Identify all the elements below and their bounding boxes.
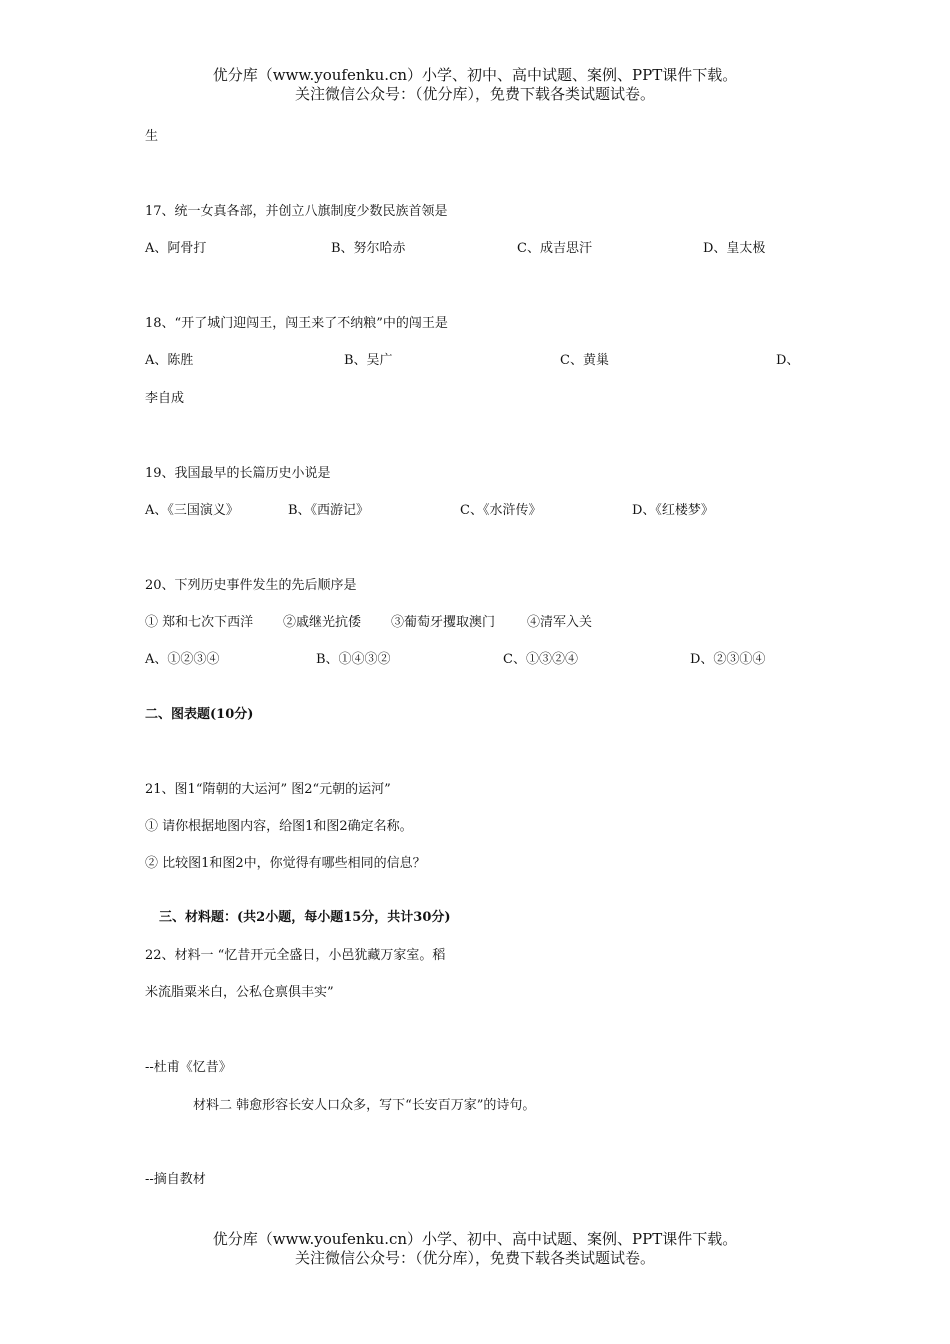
q20-event-1: ① 郑和七次下西洋 — [145, 615, 254, 630]
footer-line-1: 优分库（www.youfenku.cn）小学、初中、高中试题、案例、PPT课件下载。 — [212, 1230, 738, 1248]
q21-sub-2: ② 比较图1和图2中，你觉得有哪些相同的信息？ — [145, 856, 426, 871]
q20-event-2: ②戚继光抗倭 — [283, 615, 362, 630]
q18-option-a: A、陈胜 — [145, 353, 194, 368]
carryover-text: 生 — [145, 129, 159, 144]
q18-option-b: B、吴广 — [344, 353, 393, 368]
header-line-2: 关注微信公众号：（优分库），免费下载各类试题试卷。 — [294, 85, 655, 103]
section-3-title: 三、材料题：(共2小题，每小题15分，共计30分) — [159, 910, 451, 925]
q18-option-d-wrap: 李自成 — [145, 391, 185, 406]
q22-material-2: 材料二 韩愈形容长安人口众多，写下“长安百万家”的诗句。 — [193, 1098, 536, 1113]
q19-option-c: C、《水浒传》 — [460, 503, 542, 518]
q19-option-a: A、《三国演义》 — [145, 503, 239, 518]
header-line-1: 优分库（www.youfenku.cn）小学、初中、高中试题、案例、PPT课件下载。 — [212, 66, 738, 84]
q20-option-a: A、①②③④ — [145, 652, 220, 667]
q19-option-d: D、《红楼梦》 — [632, 503, 714, 518]
q22-line-2: 米流脂粟米白，公私仓禀俱丰实” — [145, 985, 334, 1000]
q22-line-1: 22、材料一 “忆昔开元全盛日，小邑犹藏万家室。稻 — [145, 948, 446, 963]
q22-source-2: --摘自教材 — [145, 1172, 206, 1187]
q20-stem: 20、下列历史事件发生的先后顺序是 — [145, 578, 357, 593]
q20-option-d: D、②③①④ — [690, 652, 766, 667]
q22-source-1: --杜甫《忆昔》 — [145, 1060, 232, 1075]
q17-option-c: C、成吉思汗 — [517, 241, 592, 256]
q20-event-4: ④清军入关 — [527, 615, 593, 630]
q20-event-3: ③葡萄牙攫取澳门 — [391, 615, 496, 630]
q17-option-b: B、努尔哈赤 — [331, 241, 406, 256]
section-2-title: 二、图表题(10分) — [145, 707, 254, 722]
q21-stem: 21、图1“隋朝的大运河” 图2“元朝的运河” — [145, 782, 391, 797]
q17-stem: 17、统一女真各部，并创立八旗制度少数民族首领是 — [145, 204, 448, 219]
q17-option-a: A、阿骨打 — [145, 241, 207, 256]
q20-option-b: B、①④③② — [316, 652, 391, 667]
q21-sub-1: ① 请你根据地图内容，给图1和图2确定名称。 — [145, 819, 413, 834]
q18-option-c: C、黄巢 — [560, 353, 609, 368]
q17-option-d: D、皇太极 — [703, 241, 766, 256]
q19-option-b: B、《西游记》 — [288, 503, 370, 518]
q20-option-c: C、①③②④ — [503, 652, 578, 667]
q18-option-d: D、 — [776, 353, 800, 368]
q19-stem: 19、我国最早的长篇历史小说是 — [145, 466, 331, 481]
footer-line-2: 关注微信公众号：（优分库），免费下载各类试题试卷。 — [294, 1249, 655, 1267]
q18-stem: 18、“开了城门迎闯王，闯王来了不纳粮”中的闯王是 — [145, 316, 448, 331]
